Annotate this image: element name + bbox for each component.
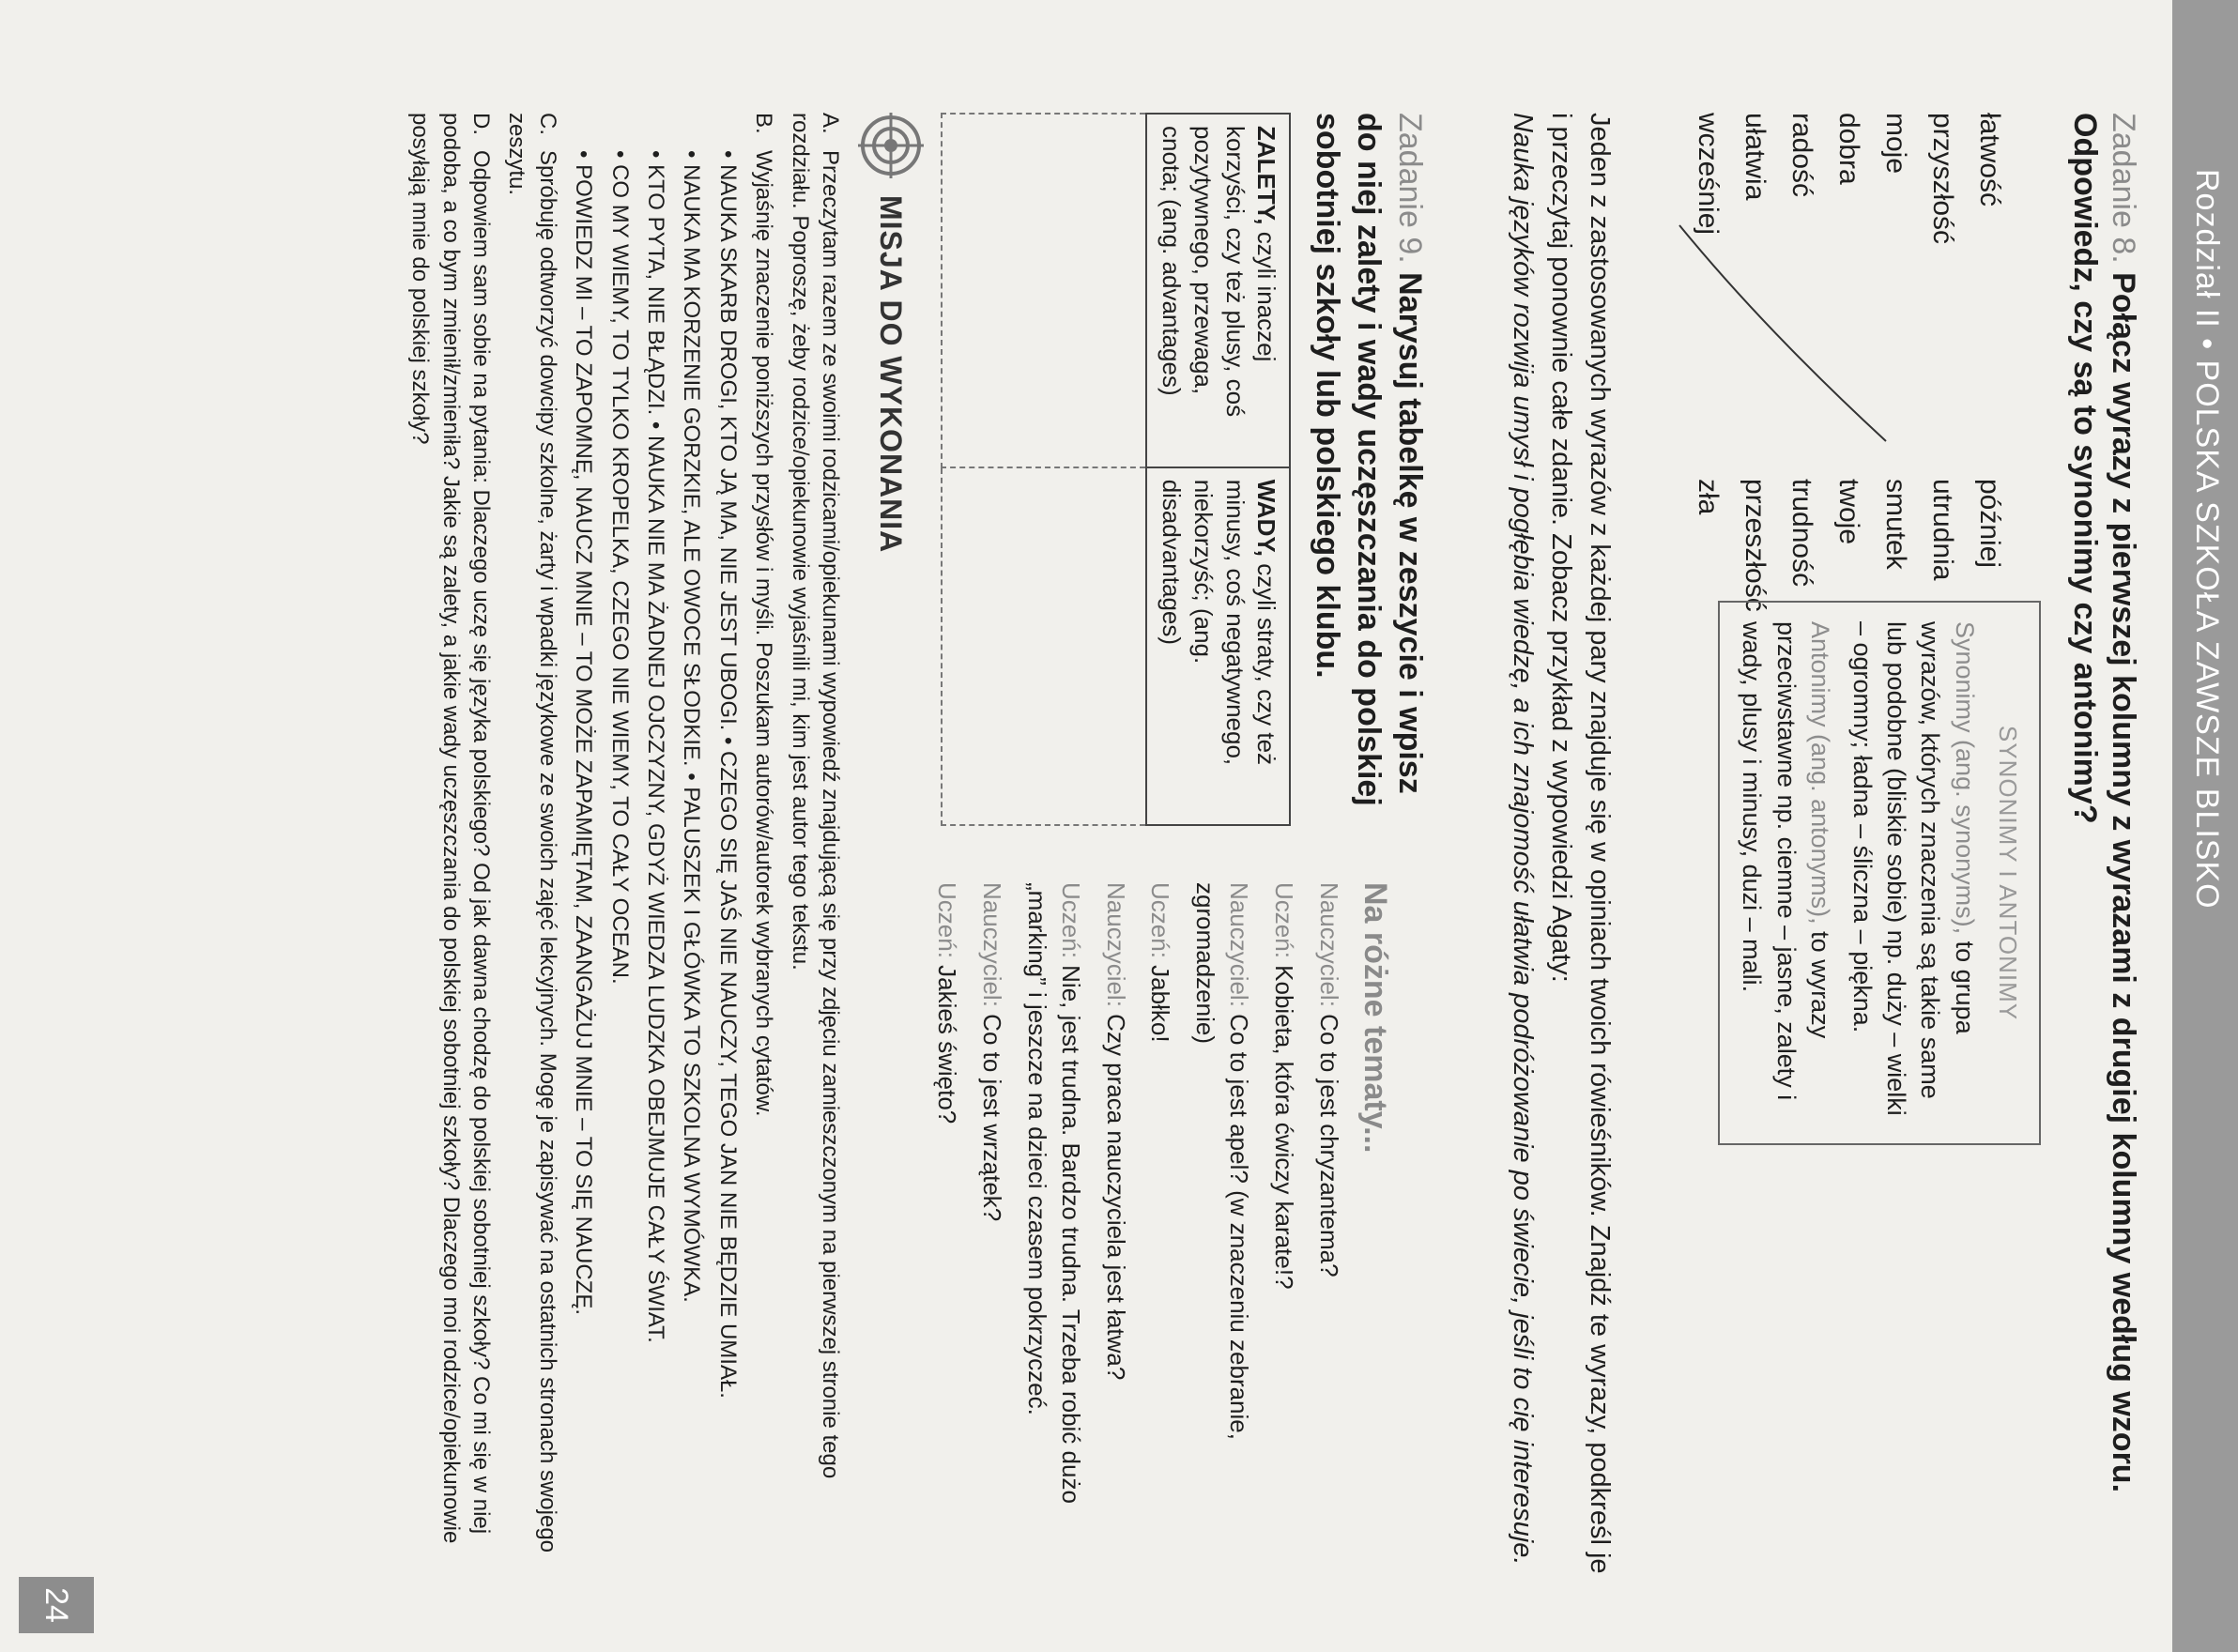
mission-item-a: A.Przeczytam razem ze swoimi rodzicami/opiekunami wypowiedź znajdującą się przy zdjęciu zamieszczonym na pierwszej stronie tego rozdziału. Poproszę, żeby rodzice/opiekunowie wyjaśnili mi, kim jest autor tego tekstu. (787, 113, 843, 1479)
task-9-title: Narysuj tabelkę w zeszycie i wpisz do niej zalety i wady uczęszczania do polskiej sobotniej szkoły lub polskiego klubu. (1309, 113, 1428, 806)
dialog-line: Uczeń: Nie, jest trudna. Bardzo trudna. Trzeba robić dużo „marking” i jeszcze na dzieci czasem pokrzyczeć. (1022, 882, 1085, 1504)
page-number: 24 (19, 1577, 94, 1633)
task-8-title: Połącz wyrazy z pierwszej kolumny z wyrazami z drugiej kolumny według wzoru. (2106, 272, 2141, 1493)
task-9-number: Zadanie 9. (1392, 113, 1428, 264)
right-word: później (1974, 479, 2005, 569)
task-8-subtitle: Odpowiedz, czy są to synonimy czy antonimy? (2066, 113, 2103, 824)
proverb-line: • POWIEDZ MI – TO ZAPOMNĘ, NAUCZ MNIE – TO MOŻE ZAPAMIĘTAM, ZAANGAŻUJ MNIE – TO SIĘ NAUCZĘ. (571, 150, 597, 1315)
mission-item-b: B.Wyjaśnię znaczenie poniższych przysłów i myśli. Poszukam autorów/autorek wybranych cytatów. (751, 113, 777, 1117)
proverb-line: • KTO PYTA, NIE BŁĄDZI. • NAUKA NIE MA ŻADNEJ OJCZYZNY, GDYŻ WIEDZA LUDZKA OBEJMUJE CAŁY ŚWIAT. (643, 150, 669, 1343)
target-icon (858, 113, 924, 178)
dialog-line: Uczeń: Jabłko! (1146, 882, 1175, 1043)
right-word: przeszłość (1740, 479, 1770, 612)
dialog-line: Nauczyciel: Co to jest apel? (w znaczeniu zebranie, zgromadzenie) (1191, 882, 1254, 1440)
dialog-line: Uczeń: Kobieta, która ćwiczy karate!? (1270, 882, 1299, 1290)
chapter-header (2172, 0, 2238, 1652)
left-word: moje (1880, 113, 1911, 175)
mission-item-c: C.Spróbuję odtworzyć dowcipy szkolne, żarty i wpadki językowe ze swoich zajęć lekcyjnych. Mogę je zapisywać na ostatnich stronach swojego zeszytu. (504, 113, 560, 1553)
task-9 (941, 113, 1431, 826)
mission-title: MISJA DO WYKONANIA (874, 195, 909, 554)
left-word: ułatwia (1740, 113, 1770, 201)
proverb-line: • CO MY WIEMY, TO TYLKO KROPELKA, CZEGO NIE WIEMY, TO CAŁY OCEAN. (606, 150, 633, 985)
task-8-number: Zadanie 8. (2106, 113, 2141, 264)
right-word: zła (1693, 479, 1724, 515)
advantages-header-cell (1146, 114, 1290, 467)
disadvantages-label: WADY, (1252, 479, 1281, 558)
right-word: twoje (1833, 479, 1864, 545)
empty-cell (942, 114, 1146, 467)
pros-cons-table (941, 113, 1291, 826)
left-word: radość (1786, 113, 1817, 198)
jokes-dialog (918, 882, 1393, 1577)
instruction-text: Jeden z zastosowanych wyrazów z każdej pary znajduje się w opiniach twoich rówieśników. Znajdź te wyrazy, podkreśl je i przeczytaj ponownie całe zdanie. Zobacz przykład z wypowiedzi Agaty: (1545, 113, 1615, 1574)
antonyms-term: Antonimy (ang. antonyms), (1806, 621, 1835, 925)
synonyms-box (1718, 601, 2041, 1145)
mission-section (399, 113, 924, 1577)
advantages-label: ZALETY, (1252, 126, 1281, 225)
synonyms-term: Synonimy (ang. synonyms), (1950, 621, 1979, 935)
dialog-line: Uczeń: Jakieś święto? (933, 882, 962, 1124)
left-word: przyszłość (1927, 113, 1958, 245)
proverb-line: • NAUKA MA KORZENIE GORZKIE, ALE OWOCE SŁODKIE. • PALUSZEK I GŁÓWKA TO SZKOLNA WYMÓWKA. (679, 150, 705, 1303)
proverb-line: • NAUKA SKARB DROGI, KTO JĄ MA, NIE JEST UBOGI. • CZEGO SIĘ JAŚ NIE NAUCZY, TEGO JAN NIE BĘDZIE UMIAŁ. (714, 150, 741, 1399)
synonyms-definition: to grupa wyrazów, których znaczenia są takie same lub podobne (bliskie sobie) np. duży – wielki – ogromny; ładna – śliczna – piękna. (1847, 621, 1979, 1116)
right-word: utrudnia (1927, 479, 1958, 581)
dialog-line: Nauczyciel: Czy praca nauczyciela jest łatwa? (1101, 882, 1130, 1381)
chapter-title: Rozdział II • POLSKA SZKOŁA ZAWSZE BLISKO (2189, 169, 2225, 910)
empty-cell (942, 467, 1146, 825)
disadvantages-description: czyli straty, czy też minusy, coś negatywnego, niekorzyść; (ang. disadvantages) (1157, 479, 1281, 766)
task-8 (2066, 113, 2144, 1577)
left-word: wcześniej (1693, 113, 1724, 236)
synonyms-box-title: SYNONIMY I ANTONIMY (1994, 725, 2022, 1021)
mission-item-d: D.Odpowiem sam sobie na pytania: Dlaczego uczę się języka polskiego? Od jak dawna chodzę do polskiej sobotniej szkoły? Co mi się w niej podoba, a co bym zmienił/zmieniła? Jakie są zalety, a jakie wady uczęszczania do polskiej sobotniej szkoły? Dlaczego moi rodzice/opiekunowie posyłają mnie do polskiej szkoły? (407, 113, 495, 1544)
antonyms-definition: to wyrazy przeciwstawne np. ciemne – jasne, zalety i wady, plusy i minusy, duzi – mali. (1738, 621, 1835, 1101)
dialog-line: Nauczyciel: Co to jest chryzantema? (1315, 882, 1343, 1277)
left-word: łatwość (1974, 113, 2005, 207)
dialog-line: Nauczyciel: Co to jest wrzątek? (978, 882, 1006, 1222)
example-connecting-line (1651, 216, 1895, 460)
advantages-description: czyli inaczej korzyści, czy też plusy, coś pozytywnego, przewaga, cnota; (ang. advantages) (1157, 126, 1281, 418)
right-word: smutek (1880, 479, 1911, 570)
left-word: dobra (1833, 113, 1864, 185)
disadvantages-header-cell (1146, 467, 1290, 825)
instruction-block (1502, 113, 1618, 1577)
example-sentence: Nauka języków rozwija umysł i pogłębia wiedzę, a ich znajomość ułatwia podróżowanie po świecie, jeśli to cię interesuje. (1507, 113, 1538, 1566)
dialog-title: Na różne tematy... (1357, 882, 1393, 1154)
right-word: trudność (1786, 479, 1817, 588)
